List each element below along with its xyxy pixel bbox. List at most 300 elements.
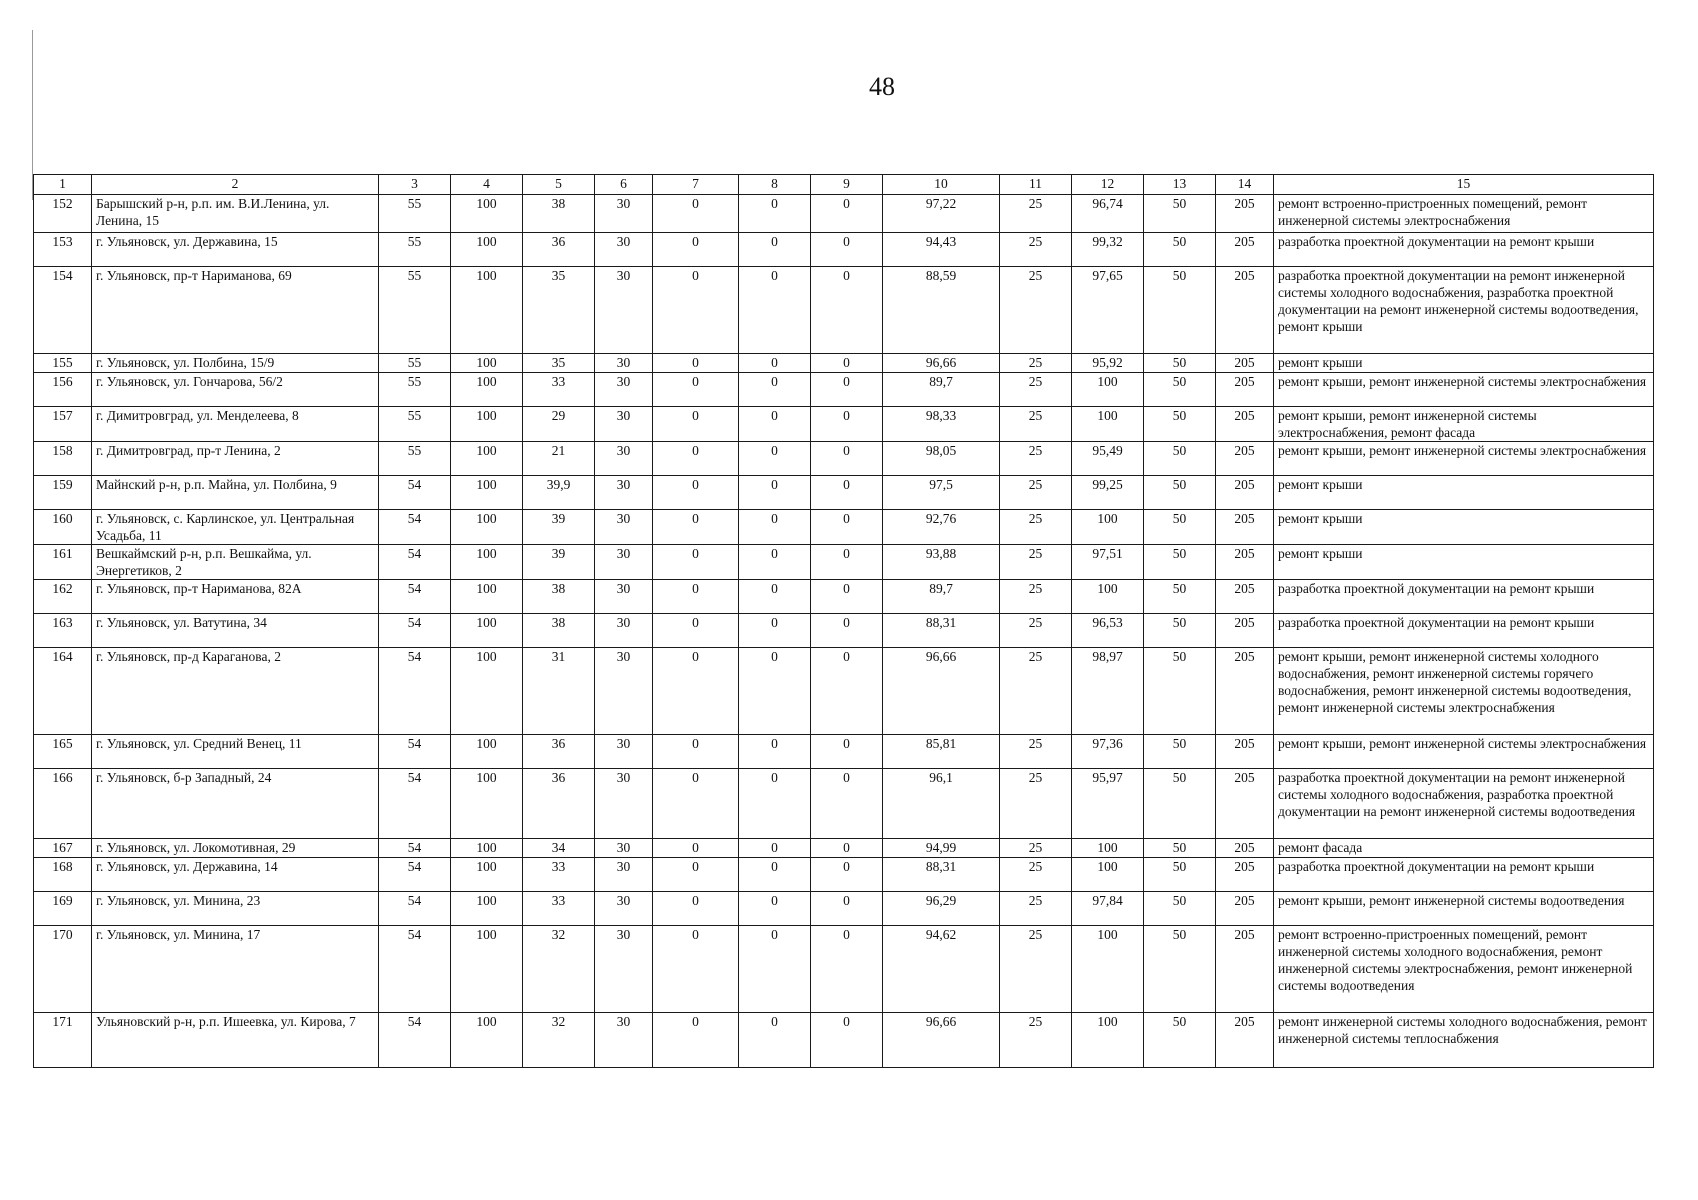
col-11-cell: 25: [1000, 195, 1072, 233]
col-6-cell: 30: [595, 545, 653, 580]
address-cell: г. Ульяновск, ул. Средний Венец, 11: [92, 735, 379, 769]
col-3-cell: 54: [379, 892, 451, 926]
col-9-cell: 0: [811, 839, 883, 858]
col-3-cell: 54: [379, 580, 451, 614]
col-7-cell: 0: [653, 648, 739, 735]
col-3-cell: 55: [379, 354, 451, 373]
col-12-cell: 95,92: [1072, 354, 1144, 373]
table-row: [34, 195, 1654, 233]
table-row: [34, 510, 1654, 545]
col-3-cell: 54: [379, 839, 451, 858]
col-10-cell: 96,66: [883, 648, 1000, 735]
col-4-cell: 100: [451, 373, 523, 407]
col-3-cell: 54: [379, 735, 451, 769]
works-list-cell: ремонт крыши: [1274, 476, 1654, 510]
col-8-cell: 0: [739, 195, 811, 233]
col-5-cell: 35: [523, 267, 595, 354]
col-8-cell: 0: [739, 858, 811, 892]
works-list-cell: разработка проектной документации на ремонт крыши: [1274, 858, 1654, 892]
col-10-cell: 94,62: [883, 926, 1000, 1013]
row-number-cell: 160: [34, 510, 92, 545]
col-3-cell: 55: [379, 195, 451, 233]
col-11-cell: 25: [1000, 735, 1072, 769]
col-8-cell: 0: [739, 373, 811, 407]
col-8-cell: 0: [739, 407, 811, 442]
col-9-cell: 0: [811, 267, 883, 354]
col-6-cell: 30: [595, 233, 653, 267]
col-8-cell: 0: [739, 839, 811, 858]
address-cell: г. Ульяновск, ул. Полбина, 15/9: [92, 354, 379, 373]
col-14-cell: 205: [1216, 476, 1274, 510]
col-4-cell: 100: [451, 510, 523, 545]
col-7-cell: 0: [653, 858, 739, 892]
col-3-cell: 55: [379, 233, 451, 267]
col-12-cell: 100: [1072, 858, 1144, 892]
col-4-cell: 100: [451, 858, 523, 892]
address-cell: г. Ульяновск, пр-т Нариманова, 82А: [92, 580, 379, 614]
col-14-cell: 205: [1216, 926, 1274, 1013]
address-cell: Вешкаймский р-н, р.п. Вешкайма, ул. Энергетиков, 2: [92, 545, 379, 580]
col-11-cell: 25: [1000, 476, 1072, 510]
col-14-cell: 205: [1216, 648, 1274, 735]
col-7-cell: 0: [653, 267, 739, 354]
col-12-cell: 98,97: [1072, 648, 1144, 735]
col-6-cell: 30: [595, 476, 653, 510]
works-list-cell: ремонт крыши: [1274, 354, 1654, 373]
col-5-cell: 36: [523, 233, 595, 267]
col-7-cell: 0: [653, 839, 739, 858]
col-13-cell: 50: [1144, 545, 1216, 580]
row-number-cell: 156: [34, 373, 92, 407]
table-row: [34, 648, 1654, 735]
col-5-cell: 33: [523, 858, 595, 892]
column-header: 3: [379, 175, 451, 195]
col-9-cell: 0: [811, 510, 883, 545]
col-4-cell: 100: [451, 580, 523, 614]
col-14-cell: 205: [1216, 442, 1274, 476]
col-4-cell: 100: [451, 195, 523, 233]
page-number: 48: [869, 72, 895, 101]
col-12-cell: 97,36: [1072, 735, 1144, 769]
col-6-cell: 30: [595, 195, 653, 233]
address-cell: г. Ульяновск, ул. Державина, 14: [92, 858, 379, 892]
col-6-cell: 30: [595, 839, 653, 858]
col-11-cell: 25: [1000, 233, 1072, 267]
col-3-cell: 54: [379, 510, 451, 545]
header-row: [34, 175, 1654, 195]
col-4-cell: 100: [451, 839, 523, 858]
column-header: 9: [811, 175, 883, 195]
col-13-cell: 50: [1144, 354, 1216, 373]
col-4-cell: 100: [451, 545, 523, 580]
address-cell: Майнский р-н, р.п. Майна, ул. Полбина, 9: [92, 476, 379, 510]
col-5-cell: 38: [523, 195, 595, 233]
col-12-cell: 96,53: [1072, 614, 1144, 648]
col-11-cell: 25: [1000, 373, 1072, 407]
register-table: [33, 174, 1654, 1068]
col-5-cell: 38: [523, 614, 595, 648]
col-8-cell: 0: [739, 735, 811, 769]
works-list-cell: ремонт крыши, ремонт инженерной системы водоотведения: [1274, 892, 1654, 926]
col-8-cell: 0: [739, 926, 811, 1013]
col-3-cell: 54: [379, 1013, 451, 1068]
col-7-cell: 0: [653, 926, 739, 1013]
col-12-cell: 100: [1072, 1013, 1144, 1068]
col-13-cell: 50: [1144, 926, 1216, 1013]
col-3-cell: 54: [379, 858, 451, 892]
col-4-cell: 100: [451, 614, 523, 648]
col-13-cell: 50: [1144, 195, 1216, 233]
row-number-cell: 171: [34, 1013, 92, 1068]
row-number-cell: 166: [34, 769, 92, 839]
col-4-cell: 100: [451, 233, 523, 267]
column-header: 4: [451, 175, 523, 195]
col-4-cell: 100: [451, 267, 523, 354]
column-header: 5: [523, 175, 595, 195]
col-13-cell: 50: [1144, 233, 1216, 267]
col-7-cell: 0: [653, 614, 739, 648]
row-number-cell: 165: [34, 735, 92, 769]
col-10-cell: 94,43: [883, 233, 1000, 267]
col-5-cell: 34: [523, 839, 595, 858]
col-9-cell: 0: [811, 1013, 883, 1068]
col-6-cell: 30: [595, 580, 653, 614]
col-11-cell: 25: [1000, 510, 1072, 545]
col-14-cell: 205: [1216, 839, 1274, 858]
col-9-cell: 0: [811, 735, 883, 769]
col-11-cell: 25: [1000, 926, 1072, 1013]
address-cell: г. Ульяновск, с. Карлинское, ул. Центральная Усадьба, 11: [92, 510, 379, 545]
col-10-cell: 89,7: [883, 373, 1000, 407]
row-number-cell: 152: [34, 195, 92, 233]
address-cell: г. Ульяновск, ул. Державина, 15: [92, 233, 379, 267]
address-cell: г. Ульяновск, пр-т Нариманова, 69: [92, 267, 379, 354]
address-cell: г. Ульяновск, ул. Ватутина, 34: [92, 614, 379, 648]
col-7-cell: 0: [653, 373, 739, 407]
col-10-cell: 88,31: [883, 614, 1000, 648]
works-list-cell: ремонт крыши, ремонт инженерной системы электроснабжения: [1274, 735, 1654, 769]
column-header: 7: [653, 175, 739, 195]
col-9-cell: 0: [811, 892, 883, 926]
col-13-cell: 50: [1144, 1013, 1216, 1068]
works-list-cell: разработка проектной документации на ремонт инженерной системы холодного водоснабжения, разработка проектной документации на ремонт инженерной системы водоотведения, ремонт крыши: [1274, 267, 1654, 354]
col-12-cell: 100: [1072, 926, 1144, 1013]
col-13-cell: 50: [1144, 769, 1216, 839]
col-6-cell: 30: [595, 267, 653, 354]
col-10-cell: 93,88: [883, 545, 1000, 580]
col-6-cell: 30: [595, 373, 653, 407]
col-7-cell: 0: [653, 735, 739, 769]
address-cell: г. Ульяновск, пр-д Караганова, 2: [92, 648, 379, 735]
col-8-cell: 0: [739, 545, 811, 580]
column-header: 2: [92, 175, 379, 195]
table-row: [34, 373, 1654, 407]
col-5-cell: 39: [523, 545, 595, 580]
works-list-cell: разработка проектной документации на ремонт крыши: [1274, 580, 1654, 614]
row-number-cell: 169: [34, 892, 92, 926]
col-14-cell: 205: [1216, 892, 1274, 926]
col-12-cell: 95,49: [1072, 442, 1144, 476]
col-7-cell: 0: [653, 407, 739, 442]
col-9-cell: 0: [811, 442, 883, 476]
col-14-cell: 205: [1216, 735, 1274, 769]
col-5-cell: 29: [523, 407, 595, 442]
col-13-cell: 50: [1144, 648, 1216, 735]
column-header: 10: [883, 175, 1000, 195]
col-9-cell: 0: [811, 545, 883, 580]
col-10-cell: 88,59: [883, 267, 1000, 354]
col-10-cell: 96,29: [883, 892, 1000, 926]
col-10-cell: 96,66: [883, 1013, 1000, 1068]
col-3-cell: 54: [379, 769, 451, 839]
row-number-cell: 162: [34, 580, 92, 614]
address-cell: г. Димитровград, ул. Менделеева, 8: [92, 407, 379, 442]
col-13-cell: 50: [1144, 735, 1216, 769]
column-header: 14: [1216, 175, 1274, 195]
col-6-cell: 30: [595, 442, 653, 476]
table-row: [34, 614, 1654, 648]
col-6-cell: 30: [595, 354, 653, 373]
col-9-cell: 0: [811, 476, 883, 510]
col-10-cell: 96,1: [883, 769, 1000, 839]
col-9-cell: 0: [811, 373, 883, 407]
col-8-cell: 0: [739, 267, 811, 354]
col-14-cell: 205: [1216, 267, 1274, 354]
col-7-cell: 0: [653, 1013, 739, 1068]
col-12-cell: 96,74: [1072, 195, 1144, 233]
works-list-cell: ремонт крыши: [1274, 545, 1654, 580]
col-13-cell: 50: [1144, 892, 1216, 926]
row-number-cell: 167: [34, 839, 92, 858]
col-13-cell: 50: [1144, 407, 1216, 442]
col-5-cell: 39,9: [523, 476, 595, 510]
col-14-cell: 205: [1216, 858, 1274, 892]
col-10-cell: 98,05: [883, 442, 1000, 476]
table-row: [34, 580, 1654, 614]
column-header: 13: [1144, 175, 1216, 195]
col-10-cell: 97,5: [883, 476, 1000, 510]
col-12-cell: 99,32: [1072, 233, 1144, 267]
column-header: 11: [1000, 175, 1072, 195]
address-cell: г. Ульяновск, ул. Минина, 17: [92, 926, 379, 1013]
table-row: [34, 233, 1654, 267]
works-list-cell: ремонт крыши, ремонт инженерной системы электроснабжения, ремонт фасада: [1274, 407, 1654, 442]
col-6-cell: 30: [595, 926, 653, 1013]
col-13-cell: 50: [1144, 839, 1216, 858]
table-row: [34, 892, 1654, 926]
col-14-cell: 205: [1216, 233, 1274, 267]
col-6-cell: 30: [595, 735, 653, 769]
row-number-cell: 164: [34, 648, 92, 735]
col-9-cell: 0: [811, 926, 883, 1013]
col-14-cell: 205: [1216, 195, 1274, 233]
col-3-cell: 55: [379, 373, 451, 407]
col-5-cell: 31: [523, 648, 595, 735]
col-3-cell: 54: [379, 476, 451, 510]
table-row: [34, 1013, 1654, 1068]
col-11-cell: 25: [1000, 580, 1072, 614]
col-4-cell: 100: [451, 735, 523, 769]
address-cell: г. Ульяновск, ул. Гончарова, 56/2: [92, 373, 379, 407]
row-number-cell: 157: [34, 407, 92, 442]
col-12-cell: 95,97: [1072, 769, 1144, 839]
works-list-cell: разработка проектной документации на ремонт крыши: [1274, 233, 1654, 267]
col-13-cell: 50: [1144, 510, 1216, 545]
col-4-cell: 100: [451, 926, 523, 1013]
col-5-cell: 35: [523, 354, 595, 373]
row-number-cell: 155: [34, 354, 92, 373]
col-13-cell: 50: [1144, 476, 1216, 510]
row-number-cell: 153: [34, 233, 92, 267]
table-row: [34, 545, 1654, 580]
col-14-cell: 205: [1216, 580, 1274, 614]
col-9-cell: 0: [811, 407, 883, 442]
col-12-cell: 100: [1072, 580, 1144, 614]
col-5-cell: 38: [523, 580, 595, 614]
works-list-cell: ремонт крыши: [1274, 510, 1654, 545]
col-10-cell: 94,99: [883, 839, 1000, 858]
col-6-cell: 30: [595, 407, 653, 442]
col-11-cell: 25: [1000, 407, 1072, 442]
table-row: [34, 769, 1654, 839]
col-14-cell: 205: [1216, 354, 1274, 373]
col-3-cell: 54: [379, 648, 451, 735]
col-11-cell: 25: [1000, 614, 1072, 648]
works-list-cell: ремонт крыши, ремонт инженерной системы электроснабжения: [1274, 373, 1654, 407]
col-3-cell: 54: [379, 614, 451, 648]
col-7-cell: 0: [653, 769, 739, 839]
col-9-cell: 0: [811, 769, 883, 839]
col-12-cell: 99,25: [1072, 476, 1144, 510]
col-12-cell: 97,84: [1072, 892, 1144, 926]
col-11-cell: 25: [1000, 858, 1072, 892]
col-13-cell: 50: [1144, 373, 1216, 407]
col-6-cell: 30: [595, 769, 653, 839]
address-cell: Ульяновский р-н, р.п. Ишеевка, ул. Кирова, 7: [92, 1013, 379, 1068]
col-12-cell: 97,51: [1072, 545, 1144, 580]
col-4-cell: 100: [451, 892, 523, 926]
col-9-cell: 0: [811, 858, 883, 892]
col-6-cell: 30: [595, 858, 653, 892]
row-number-cell: 158: [34, 442, 92, 476]
works-list-cell: ремонт встроенно-пристроенных помещений, ремонт инженерной системы электроснабжения: [1274, 195, 1654, 233]
col-6-cell: 30: [595, 614, 653, 648]
row-number-cell: 154: [34, 267, 92, 354]
col-12-cell: 97,65: [1072, 267, 1144, 354]
col-4-cell: 100: [451, 648, 523, 735]
col-10-cell: 98,33: [883, 407, 1000, 442]
address-cell: г. Ульяновск, ул. Локомотивная, 29: [92, 839, 379, 858]
col-12-cell: 100: [1072, 839, 1144, 858]
col-3-cell: 55: [379, 407, 451, 442]
col-4-cell: 100: [451, 407, 523, 442]
col-11-cell: 25: [1000, 267, 1072, 354]
col-13-cell: 50: [1144, 580, 1216, 614]
col-9-cell: 0: [811, 233, 883, 267]
works-list-cell: ремонт крыши, ремонт инженерной системы электроснабжения: [1274, 442, 1654, 476]
col-7-cell: 0: [653, 580, 739, 614]
col-9-cell: 0: [811, 648, 883, 735]
col-8-cell: 0: [739, 354, 811, 373]
col-14-cell: 205: [1216, 407, 1274, 442]
col-14-cell: 205: [1216, 545, 1274, 580]
address-cell: г. Димитровград, пр-т Ленина, 2: [92, 442, 379, 476]
col-14-cell: 205: [1216, 510, 1274, 545]
works-list-cell: ремонт встроенно-пристроенных помещений, ремонт инженерной системы холодного водоснабжения, ремонт инженерной системы электроснабжения, ремонт инженерной системы водоотведения: [1274, 926, 1654, 1013]
col-10-cell: 88,31: [883, 858, 1000, 892]
table-row: [34, 858, 1654, 892]
col-5-cell: 33: [523, 373, 595, 407]
col-9-cell: 0: [811, 354, 883, 373]
col-10-cell: 85,81: [883, 735, 1000, 769]
column-header: 12: [1072, 175, 1144, 195]
col-14-cell: 205: [1216, 614, 1274, 648]
works-list-cell: ремонт фасада: [1274, 839, 1654, 858]
col-7-cell: 0: [653, 442, 739, 476]
table-row: [34, 476, 1654, 510]
col-5-cell: 36: [523, 769, 595, 839]
col-8-cell: 0: [739, 442, 811, 476]
col-10-cell: 96,66: [883, 354, 1000, 373]
table-row: [34, 442, 1654, 476]
col-5-cell: 39: [523, 510, 595, 545]
col-14-cell: 205: [1216, 1013, 1274, 1068]
col-5-cell: 33: [523, 892, 595, 926]
col-5-cell: 36: [523, 735, 595, 769]
address-cell: г. Ульяновск, б-р Западный, 24: [92, 769, 379, 839]
col-7-cell: 0: [653, 892, 739, 926]
col-4-cell: 100: [451, 476, 523, 510]
col-9-cell: 0: [811, 195, 883, 233]
col-11-cell: 25: [1000, 442, 1072, 476]
col-13-cell: 50: [1144, 858, 1216, 892]
col-12-cell: 100: [1072, 407, 1144, 442]
col-8-cell: 0: [739, 648, 811, 735]
row-number-cell: 168: [34, 858, 92, 892]
col-8-cell: 0: [739, 476, 811, 510]
works-list-cell: разработка проектной документации на ремонт инженерной системы холодного водоснабжения, разработка проектной документации на ремонт инженерной системы водоотведения: [1274, 769, 1654, 839]
col-4-cell: 100: [451, 1013, 523, 1068]
col-6-cell: 30: [595, 648, 653, 735]
col-8-cell: 0: [739, 580, 811, 614]
col-6-cell: 30: [595, 510, 653, 545]
column-header: 6: [595, 175, 653, 195]
col-3-cell: 55: [379, 267, 451, 354]
col-13-cell: 50: [1144, 614, 1216, 648]
col-8-cell: 0: [739, 614, 811, 648]
col-10-cell: 97,22: [883, 195, 1000, 233]
col-4-cell: 100: [451, 442, 523, 476]
col-7-cell: 0: [653, 195, 739, 233]
table-row: [34, 839, 1654, 858]
col-9-cell: 0: [811, 580, 883, 614]
col-11-cell: 25: [1000, 1013, 1072, 1068]
col-11-cell: 25: [1000, 545, 1072, 580]
row-number-cell: 163: [34, 614, 92, 648]
col-5-cell: 32: [523, 926, 595, 1013]
col-11-cell: 25: [1000, 648, 1072, 735]
col-8-cell: 0: [739, 233, 811, 267]
col-11-cell: 25: [1000, 892, 1072, 926]
works-list-cell: разработка проектной документации на ремонт крыши: [1274, 614, 1654, 648]
column-header: 8: [739, 175, 811, 195]
col-13-cell: 50: [1144, 442, 1216, 476]
table-row: [34, 926, 1654, 1013]
col-11-cell: 25: [1000, 769, 1072, 839]
col-11-cell: 25: [1000, 839, 1072, 858]
table-row: [34, 735, 1654, 769]
col-11-cell: 25: [1000, 354, 1072, 373]
